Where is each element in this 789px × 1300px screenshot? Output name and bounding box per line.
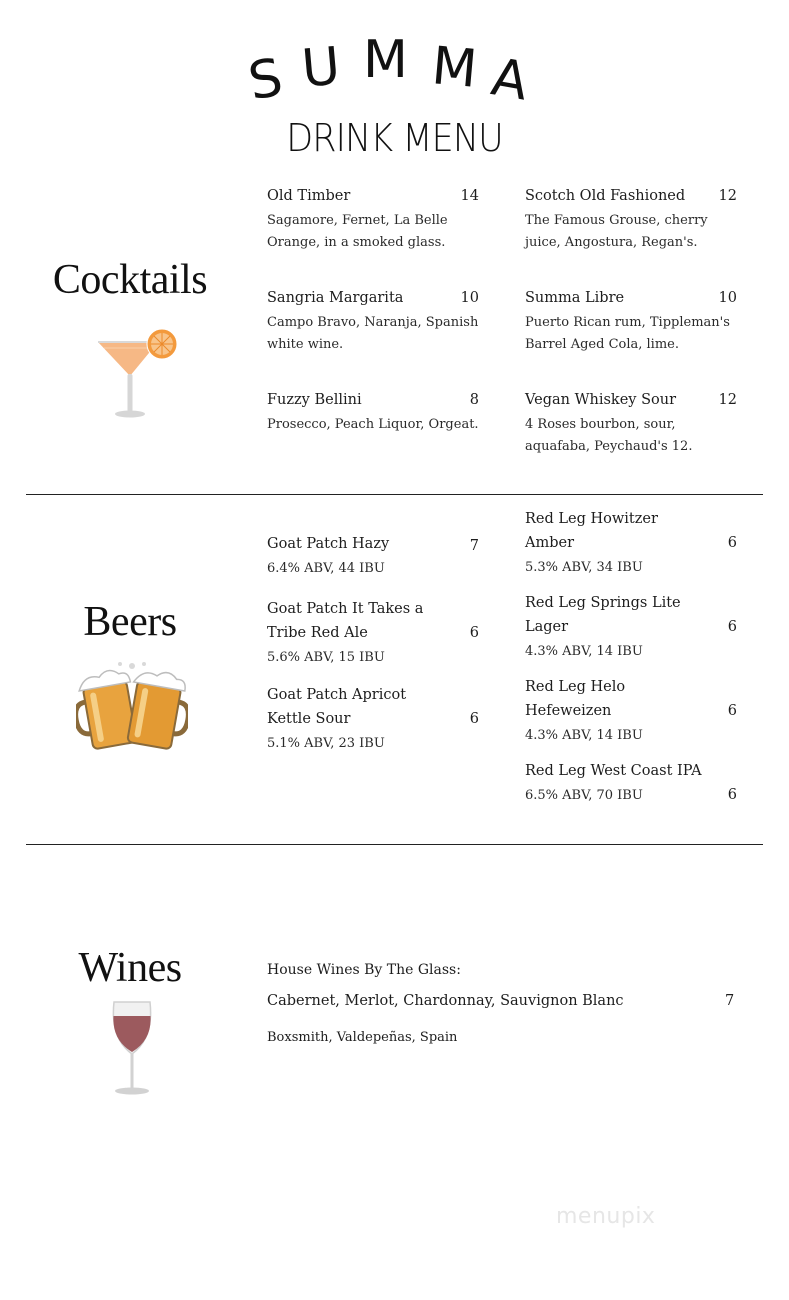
- item-name: Red Leg Springs Lite Lager: [525, 595, 681, 635]
- section-title-cocktails: Cocktails: [52, 257, 208, 303]
- item-name: Red Leg Helo Hefeweizen: [525, 679, 626, 719]
- section-divider: [26, 494, 763, 495]
- item-price: 6: [469, 625, 479, 641]
- item-name: Goat Patch It Takes a Tribe Red Ale: [267, 601, 424, 641]
- item-price: 14: [460, 188, 479, 204]
- item-price: 6: [727, 619, 737, 635]
- menu-item: [267, 683, 479, 755]
- item-description: 4.3% ABV, 14 IBU: [525, 728, 643, 743]
- wine-glass-icon: [110, 998, 154, 1098]
- wine-varietals: Cabernet, Merlot, Chardonnay, Sauvignon Blanc: [267, 993, 624, 1009]
- wine-producer: Boxsmith, Valdepeñas, Spain: [267, 1030, 458, 1045]
- menu-item: [525, 388, 737, 458]
- item-price: 10: [718, 290, 737, 306]
- brand-title: [0, 30, 789, 113]
- menu-item: [525, 759, 737, 807]
- item-name: Sangria Margarita: [267, 290, 404, 306]
- item-description: The Famous Grouse, cherry juice, Angostura, Regan's.: [525, 213, 708, 250]
- item-name: Goat Patch Hazy: [267, 536, 390, 552]
- menu-item: [525, 591, 737, 663]
- menu-item: [525, 286, 737, 356]
- item-price: 7: [469, 538, 479, 554]
- item-description: 4 Roses bourbon, sour, aquafaba, Peychaud's 12.: [525, 417, 693, 454]
- menu-item: [267, 184, 479, 254]
- item-price: 8: [469, 392, 479, 408]
- brand-letter: A: [487, 47, 533, 113]
- item-name: Scotch Old Fashioned: [525, 188, 686, 204]
- item-description: 6.4% ABV, 44 IBU: [267, 561, 385, 576]
- item-price: 10: [460, 290, 479, 306]
- menu-subtitle: DRINK MENU: [286, 116, 503, 160]
- beer-mugs-icon: [76, 660, 188, 756]
- item-price: 6: [727, 787, 737, 803]
- item-price: 6: [727, 703, 737, 719]
- item-price: 6: [469, 711, 479, 727]
- martini-glass-icon: [94, 326, 180, 420]
- menu-item: [267, 286, 479, 356]
- brand-letter: M: [429, 36, 480, 100]
- item-description: 6.5% ABV, 70 IBU: [525, 788, 643, 803]
- menu-item: [525, 507, 737, 579]
- item-name: Summa Libre: [525, 290, 625, 306]
- item-description: 5.1% ABV, 23 IBU: [267, 736, 385, 751]
- wine-heading: House Wines By The Glass:: [267, 962, 461, 978]
- item-description: 5.3% ABV, 34 IBU: [525, 560, 643, 575]
- section-title-beers: Beers: [83, 599, 177, 645]
- item-name: Old Timber: [267, 188, 351, 204]
- menu-item: [267, 532, 479, 580]
- menu-item: [267, 388, 479, 436]
- menu-item: [267, 597, 479, 669]
- item-price: 12: [718, 188, 737, 204]
- brand-letter: S: [244, 47, 287, 113]
- section-divider: [26, 844, 763, 845]
- watermark: menupix: [556, 1204, 656, 1229]
- item-price: 12: [718, 392, 737, 408]
- item-description: 5.6% ABV, 15 IBU: [267, 650, 385, 665]
- item-description: Campo Bravo, Naranja, Spanish white wine.: [267, 315, 479, 352]
- item-description: 4.3% ABV, 14 IBU: [525, 644, 643, 659]
- item-price: 6: [727, 535, 737, 551]
- item-name: Vegan Whiskey Sour: [525, 392, 677, 408]
- item-description: Puerto Rican rum, Tippleman's Barrel Aged Cola, lime.: [525, 315, 730, 352]
- item-description: Sagamore, Fernet, La Belle Orange, in a smoked glass.: [267, 213, 448, 250]
- brand-letter: U: [299, 36, 343, 100]
- item-name: Fuzzy Bellini: [267, 392, 362, 408]
- brand-letter: M: [363, 30, 408, 90]
- item-name: Red Leg Howitzer Amber: [525, 511, 658, 551]
- item-name: Goat Patch Apricot Kettle Sour: [267, 687, 407, 727]
- menu-item: [525, 675, 737, 747]
- item-description: Prosecco, Peach Liquor, Orgeat.: [267, 417, 479, 432]
- menu-item: [525, 184, 737, 254]
- wine-price: 7: [725, 993, 735, 1009]
- item-name: Red Leg West Coast IPA: [525, 763, 702, 779]
- section-title-wines: Wines: [78, 945, 182, 991]
